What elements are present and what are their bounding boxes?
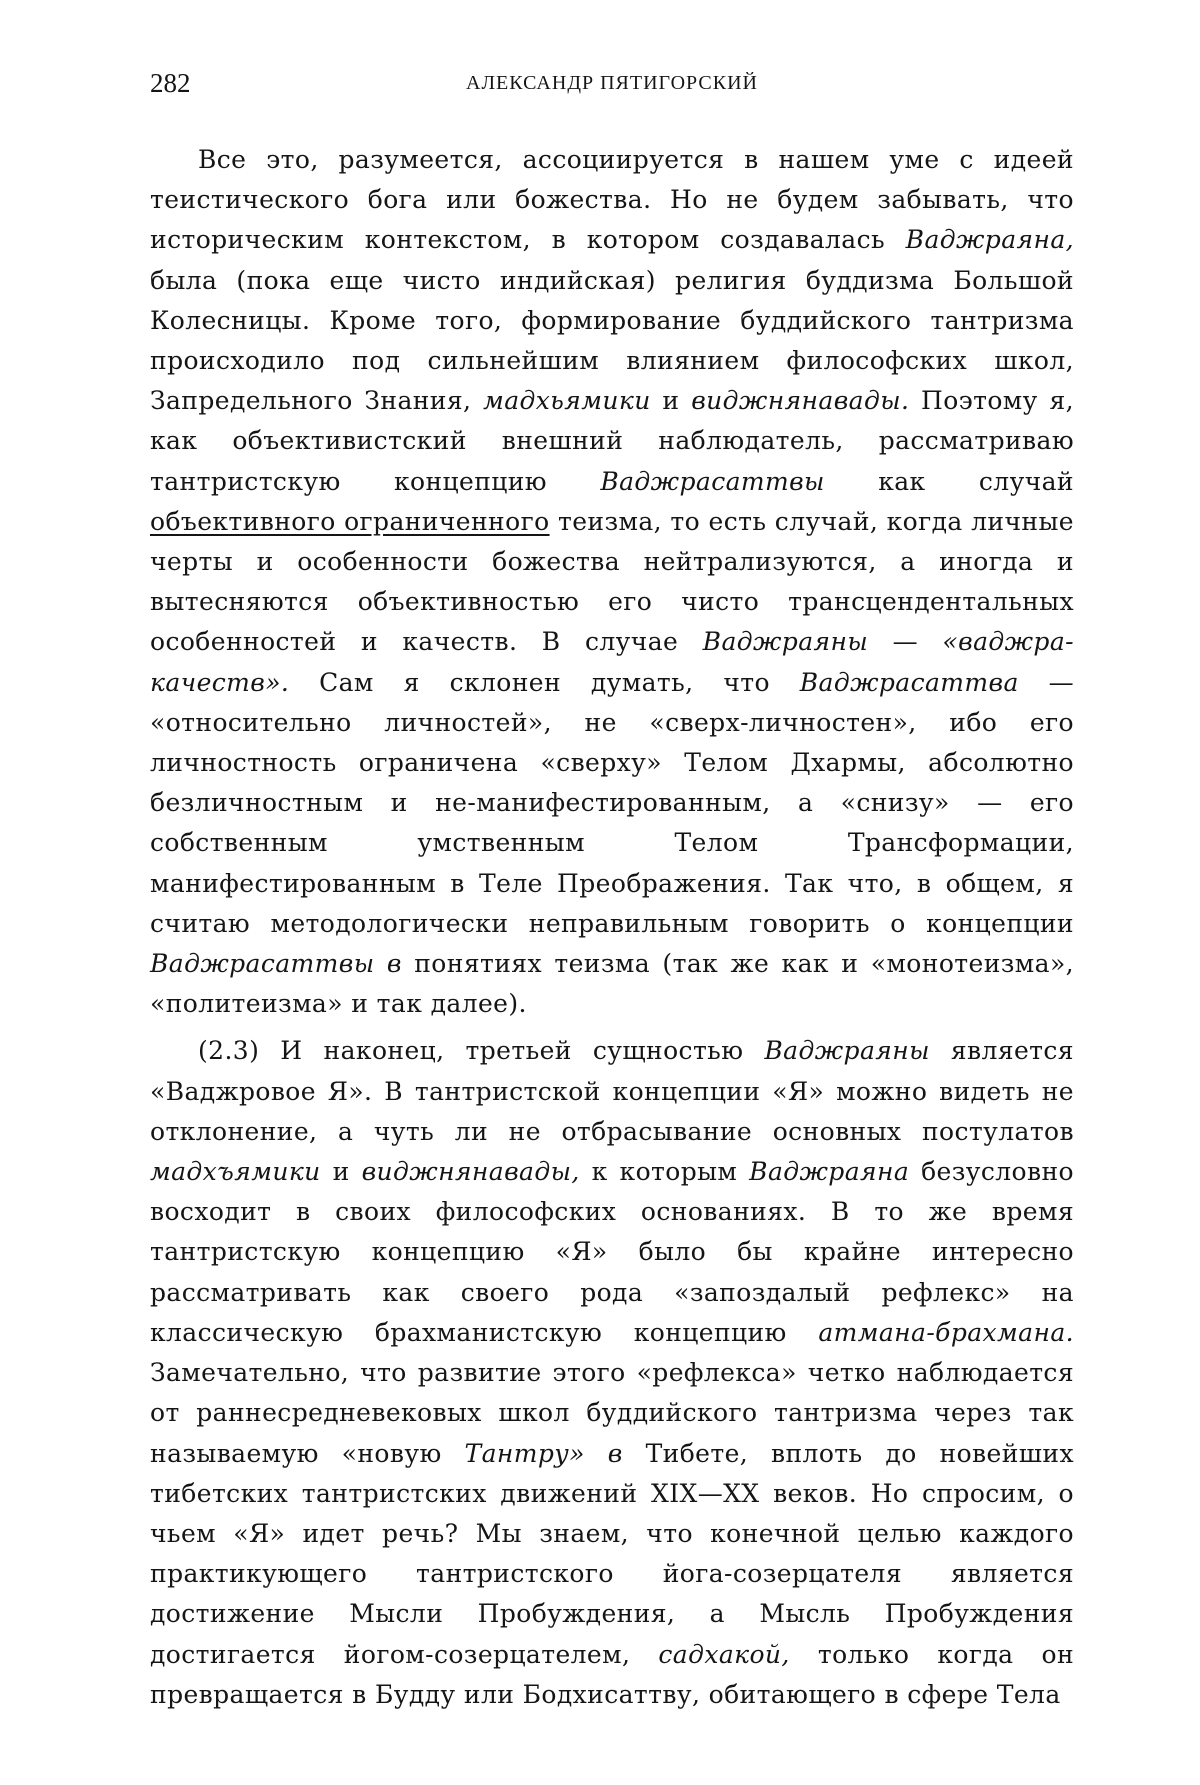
text-run: как случай — [824, 466, 1074, 496]
text-run: и — [650, 386, 692, 416]
underlined-phrase: объективного ограниченного — [150, 506, 550, 536]
text-run: к которым — [579, 1157, 750, 1187]
italic-term: Ваджраяна — [749, 1157, 910, 1187]
text-run: понятиях теизма (так же как и «монотеизма», «политеизма» и так далее). — [150, 949, 1074, 1019]
italic-term: виджнянавады, — [361, 1157, 580, 1187]
page-number: 282 — [150, 68, 191, 98]
text-run: безусловно восходит в своих философских основаниях. В то же время тантристскую концепцию «Я» было бы крайне интересно рассматривать как своего рода «запоздалый рефлекс» на классическую брахманистскую концепцию — [150, 1157, 1074, 1347]
italic-term: Ваджраяна, — [905, 225, 1074, 255]
text-run: Замечательно, что развитие этого «рефлекса» четко наблюдается от раннесредневековых школ буддийского тантризма через так называемую «новую — [150, 1358, 1074, 1468]
italic-term: виджнянавады. — [691, 386, 910, 416]
book-page — [150, 60, 1074, 1722]
italic-term: Ваджраяны — [702, 627, 869, 657]
text-run: — «относительно личностей», не «сверх-личностен», ибо его личностность ограничена «сверху» Телом Дхармы, абсолютно безличностным и не-манифестированным, а «снизу» — его собственным умственным Телом Трансформации, манифестированным в Теле Преображения. Так что, в общем, я считаю методологически неправильным говорить о концепции — [150, 667, 1074, 938]
italic-term: Тантру» в — [464, 1438, 623, 1468]
italic-term: Ваджраяны — [764, 1036, 930, 1066]
italic-term: Ваджрасаттвы — [600, 466, 825, 496]
paragraph-1 — [150, 140, 1074, 1024]
italic-term: мадхьямики — [483, 386, 651, 416]
text-run: была (пока еще чисто индийская) религия буддизма Большой Колесницы. Кроме того, формирование буддийского тантризма происходило под сильнейшим влиянием философских школ, Запредельного Знания, — [150, 265, 1074, 416]
text-run — [374, 949, 386, 978]
text-run: теизма, то есть случай, когда личные черты и особенности божества нейтрализуются, а иногда и вытесняются объективностью его чисто трансцендентальных особенностей и качеств. В случае — [150, 506, 1074, 657]
italic-term: «ваджра-качеств». — [150, 627, 1074, 697]
text-run: только когда он превращается в Будду или Бодхисаттву, обитающего в сфере Тела — [150, 1639, 1075, 1709]
paragraph-2 — [150, 1031, 1074, 1714]
text-run: — — [868, 627, 943, 657]
italic-term: Ваджрасаттва — [799, 667, 1019, 697]
text-run: является «Ваджровое Я». В тантристской концепции «Я» можно видеть не отклонение, а чуть ли не отбрасывание основных постулатов — [150, 1036, 1074, 1146]
page-body — [150, 140, 1074, 1715]
text-run: (2.3) И наконец, третьей сущностью — [198, 1036, 765, 1066]
italic-term: садхакой, — [658, 1639, 790, 1669]
text-run: Поэтому я, как объективистский внешний наблюдатель, рассматриваю тантристскую концепцию — [150, 386, 1074, 496]
text-run: Сам я склонен думать, что — [289, 667, 800, 697]
italic-term: атмана-брахмана. — [818, 1317, 1074, 1347]
running-title: АЛЕКСАНДР ПЯТИГОРСКИЙ — [466, 72, 758, 94]
text-run: Все это, разумеется, ассоциируется в нашем уме с идеей теистического бога или божества. Но не будем забывать, что историческим контекстом, в котором создавалась — [150, 145, 1074, 255]
text-run: Тибете, вплоть до новейших тибетских тантристских движений XIX—XX веков. Но спросим, о чьем «Я» идет речь? Мы знаем, что конечной целью каждого практикующего тантристского йога-созерцателя является достижение Мысли Пробуждения, а Мысль Пробуждения достигается йогом-созерцателем, — [150, 1438, 1074, 1669]
italic-term: Ваджрасаттвы — [150, 949, 375, 979]
italic-term: в — [386, 949, 402, 979]
running-head — [150, 60, 1074, 104]
text-run: и — [320, 1157, 362, 1187]
italic-term: мадхъямики — [150, 1157, 321, 1187]
